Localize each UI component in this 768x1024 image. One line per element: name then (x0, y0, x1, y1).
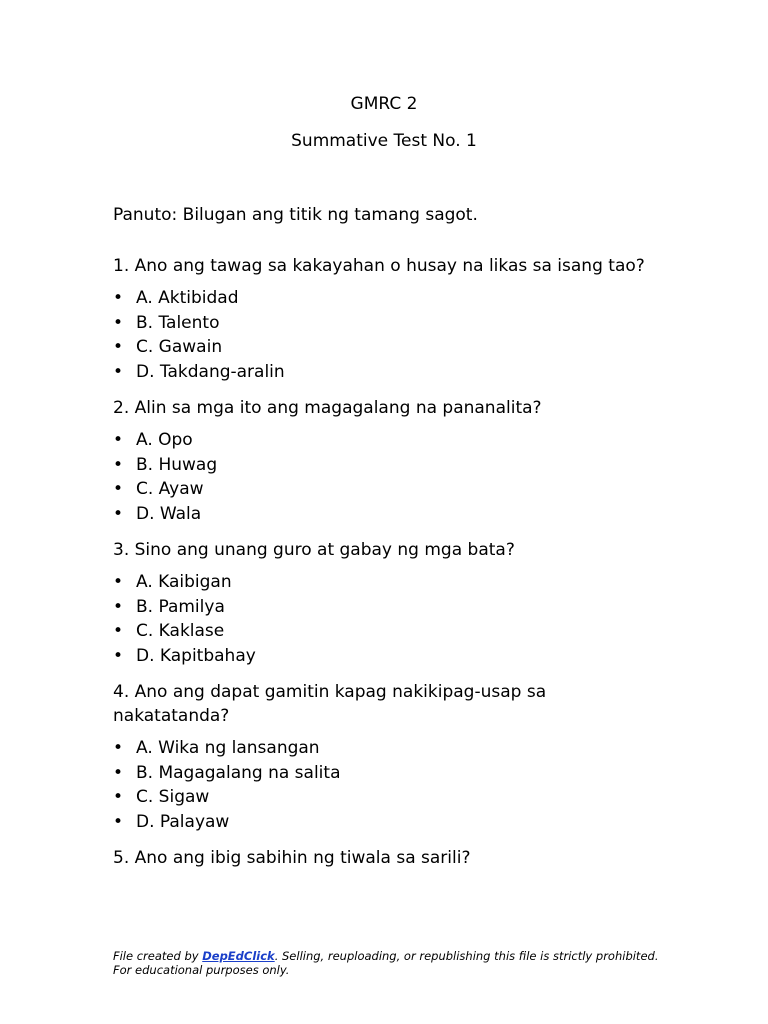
page-title: GMRC 2 (350, 94, 418, 114)
answer-option (113, 619, 653, 644)
option-label: C. Sigaw (136, 787, 210, 807)
answer-option (113, 810, 653, 835)
option-list (113, 428, 653, 526)
question-text: 5. Ano ang ibig sabihin ng tiwala sa sarili? (113, 848, 471, 868)
option-list (113, 736, 653, 834)
option-label: B. Pamilya (136, 596, 225, 617)
footer-line2: For educational purposes only. (113, 963, 290, 977)
test-content (113, 204, 653, 870)
option-label: B. Talento (136, 312, 220, 333)
question-text: 1. Ano ang tawag sa kakayahan o husay na likas sa isang tao? (113, 256, 645, 276)
option-label: D. Takdang-aralin (136, 361, 285, 382)
bullet-icon: • (113, 454, 124, 475)
option-label: C. Kaklase (136, 621, 225, 641)
option-label: C. Ayaw (136, 479, 204, 499)
bullet-icon: • (113, 312, 124, 333)
bullet-icon: • (113, 288, 124, 308)
question-text: 2. Alin sa mga ito ang magagalang na pananalita? (113, 398, 542, 418)
bullet-icon: • (113, 361, 124, 382)
answer-option (113, 286, 653, 311)
bullet-icon: • (113, 738, 124, 758)
bullet-icon: • (113, 645, 124, 666)
instructions: Panuto: Bilugan ang titik ng tamang sagot. (113, 205, 478, 225)
answer-option (113, 644, 653, 669)
bullet-icon: • (113, 479, 124, 499)
footer-notice (113, 949, 673, 977)
bullet-icon: • (113, 572, 124, 592)
option-label: C. Gawain (136, 337, 223, 357)
answer-option (113, 453, 653, 478)
answer-option (113, 335, 653, 360)
bullet-icon: • (113, 503, 124, 524)
question-text: 3. Sino ang unang guro at gabay ng mga bata? (113, 540, 515, 560)
footer-prefix: File created by (113, 949, 203, 963)
option-label: B. Huwag (136, 454, 218, 475)
answer-option (113, 360, 653, 385)
bullet-icon: • (113, 337, 124, 357)
answer-option (113, 761, 653, 786)
option-label: D. Wala (136, 503, 202, 524)
option-label: A. Wika ng lansangan (136, 738, 320, 758)
answer-option (113, 502, 653, 527)
option-list (113, 286, 653, 384)
bullet-icon: • (113, 596, 124, 617)
option-list (113, 570, 653, 668)
answer-option (113, 736, 653, 761)
answer-option (113, 428, 653, 453)
option-label: A. Opo (136, 430, 193, 450)
option-label: D. Palayaw (136, 811, 230, 832)
option-label: A. Kaibigan (136, 572, 232, 592)
answer-option (113, 785, 653, 810)
option-label: B. Magagalang na salita (136, 762, 341, 783)
option-label: D. Kapitbahay (136, 645, 256, 666)
page-subtitle: Summative Test No. 1 (291, 131, 477, 151)
question-text: 4. Ano ang dapat gamitin kapag nakikipag-usap sa nakatatanda? (113, 682, 547, 726)
bullet-icon: • (113, 762, 124, 783)
bullet-icon: • (113, 430, 124, 450)
option-label: A. Aktibidad (136, 288, 239, 308)
bullet-icon: • (113, 811, 124, 832)
question-list (113, 254, 653, 870)
answer-option (113, 311, 653, 336)
bullet-icon: • (113, 787, 124, 807)
answer-option (113, 570, 653, 595)
answer-option (113, 595, 653, 620)
depedclick-link[interactable]: DepEdClick (202, 949, 275, 963)
answer-option (113, 477, 653, 502)
footer-suffix: . Selling, reuploading, or republishing this file is strictly prohibited. (274, 949, 659, 963)
bullet-icon: • (113, 621, 124, 641)
